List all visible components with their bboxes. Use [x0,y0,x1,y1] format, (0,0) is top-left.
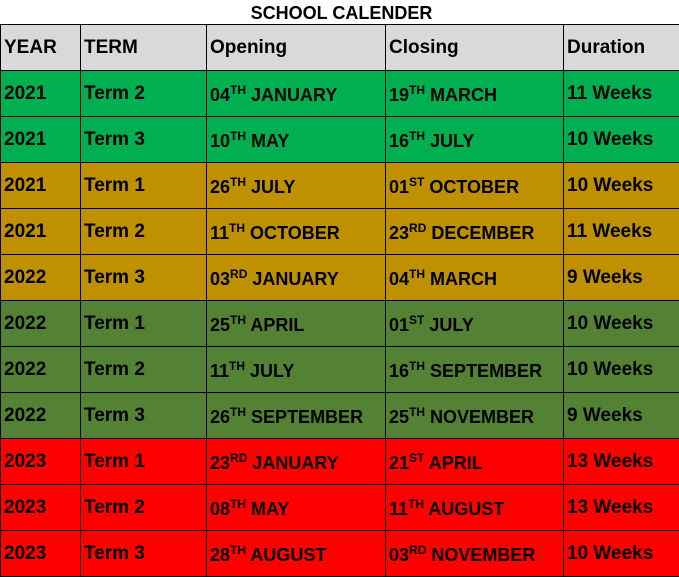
opening-cell [207,439,386,485]
header-year: YEAR [1,25,81,71]
term-cell: Term 3 [81,117,207,163]
closing-month: JULY [430,131,475,151]
table-row [1,255,679,301]
closing-month: OCTOBER [429,177,520,197]
closing-cell [386,117,564,163]
opening-day: 26 [210,407,231,427]
opening-month: JULY [251,177,296,197]
header-term: TERM [81,25,207,71]
closing-suffix: ST [409,175,425,189]
year-cell: 2023 [1,439,81,485]
opening-suffix: RD [230,267,248,281]
opening-cell [207,531,386,577]
year-cell: 2023 [1,531,81,577]
opening-month: MAY [251,499,290,519]
header-duration: Duration [564,25,679,71]
opening-suffix: TH [230,129,247,143]
closing-suffix: TH [409,405,426,419]
closing-day: 04 [389,269,410,289]
duration-cell: 9 Weeks [564,393,679,439]
opening-suffix: TH [230,83,247,97]
term-cell: Term 2 [81,209,207,255]
term-cell: Term 2 [81,485,207,531]
duration-cell: 10 Weeks [564,163,679,209]
closing-suffix: TH [409,267,426,281]
header-opening: Opening [207,25,386,71]
term-cell: Term 2 [81,347,207,393]
header-closing: Closing [386,25,564,71]
closing-day: 01 [389,315,410,335]
opening-month: JULY [250,361,295,381]
closing-cell [386,255,564,301]
closing-day: 16 [389,131,410,151]
closing-month: NOVEMBER [430,407,535,427]
duration-cell: 11 Weeks [564,209,679,255]
term-cell: Term 1 [81,301,207,347]
opening-cell [207,255,386,301]
calendar-table [0,24,679,577]
closing-suffix: TH [409,129,426,143]
opening-day: 11 [210,361,230,381]
page-title: SCHOOL CALENDER [250,3,433,23]
duration-cell: 10 Weeks [564,117,679,163]
table-row [1,71,679,117]
closing-month: MARCH [430,269,498,289]
header-row [1,25,679,71]
term-cell: Term 3 [81,393,207,439]
closing-day: 11 [389,499,409,519]
opening-suffix: TH [230,405,247,419]
opening-month: JANUARY [252,269,339,289]
closing-suffix: ST [409,451,425,465]
opening-suffix: TH [230,543,247,557]
table-row [1,117,679,163]
opening-day: 26 [210,177,231,197]
year-cell: 2022 [1,255,81,301]
year-cell: 2021 [1,163,81,209]
closing-suffix: TH [409,359,426,373]
table-row [1,485,679,531]
opening-day: 10 [210,131,231,151]
opening-month: JANUARY [251,85,338,105]
opening-month: APRIL [250,315,305,335]
year-cell: 2021 [1,117,81,163]
closing-month: NOVEMBER [431,545,536,565]
opening-month: MAY [251,131,290,151]
opening-cell [207,301,386,347]
duration-cell: 10 Weeks [564,347,679,393]
opening-month: SEPTEMBER [251,407,364,427]
closing-suffix: RD [409,543,427,557]
closing-cell [386,163,564,209]
closing-day: 19 [389,85,410,105]
opening-cell [207,163,386,209]
year-cell: 2021 [1,209,81,255]
opening-month: OCTOBER [250,223,340,243]
opening-cell [207,347,386,393]
closing-month: MARCH [430,85,498,105]
table-row [1,163,679,209]
closing-day: 25 [389,407,410,427]
opening-cell [207,71,386,117]
closing-month: JULY [429,315,474,335]
table-row [1,531,679,577]
opening-cell [207,485,386,531]
closing-suffix: TH [408,497,425,511]
opening-day: 08 [210,499,231,519]
closing-month: SEPTEMBER [430,361,543,381]
duration-cell: 11 Weeks [564,71,679,117]
closing-suffix: TH [409,83,426,97]
opening-day: 25 [210,315,231,335]
closing-month: AUGUST [428,499,505,519]
opening-day: 11 [210,223,230,243]
term-cell: Term 3 [81,531,207,577]
closing-day: 21 [389,453,410,473]
opening-cell [207,209,386,255]
opening-day: 03 [210,269,231,289]
term-cell: Term 1 [81,439,207,485]
closing-month: APRIL [428,453,483,473]
closing-suffix: ST [409,313,425,327]
closing-day: 03 [389,545,410,565]
opening-cell [207,117,386,163]
closing-cell [386,209,564,255]
opening-day: 23 [210,453,231,473]
opening-suffix: TH [230,175,247,189]
duration-cell: 10 Weeks [564,531,679,577]
opening-suffix: RD [230,451,248,465]
opening-suffix: TH [230,313,247,327]
duration-cell: 10 Weeks [564,301,679,347]
table-row [1,301,679,347]
closing-cell [386,301,564,347]
opening-day: 04 [210,85,231,105]
table-row [1,209,679,255]
year-cell: 2022 [1,301,81,347]
term-cell: Term 2 [81,71,207,117]
closing-day: 23 [389,223,410,243]
duration-cell: 13 Weeks [564,485,679,531]
opening-suffix: TH [229,359,246,373]
closing-cell [386,393,564,439]
opening-month: JANUARY [252,453,339,473]
term-cell: Term 1 [81,163,207,209]
table-row [1,347,679,393]
opening-day: 28 [210,545,231,565]
closing-cell [386,439,564,485]
opening-suffix: TH [229,221,246,235]
closing-month: DECEMBER [431,223,535,243]
table-row [1,439,679,485]
closing-suffix: RD [409,221,427,235]
year-cell: 2022 [1,347,81,393]
closing-day: 16 [389,361,410,381]
duration-cell: 13 Weeks [564,439,679,485]
year-cell: 2021 [1,71,81,117]
closing-cell [386,531,564,577]
term-cell: Term 3 [81,255,207,301]
closing-cell [386,485,564,531]
opening-suffix: TH [230,497,247,511]
opening-cell [207,393,386,439]
year-cell: 2022 [1,393,81,439]
table-row [1,393,679,439]
closing-cell [386,71,564,117]
duration-cell: 9 Weeks [564,255,679,301]
year-cell: 2023 [1,485,81,531]
closing-cell [386,347,564,393]
closing-day: 01 [389,177,410,197]
opening-month: AUGUST [250,545,327,565]
